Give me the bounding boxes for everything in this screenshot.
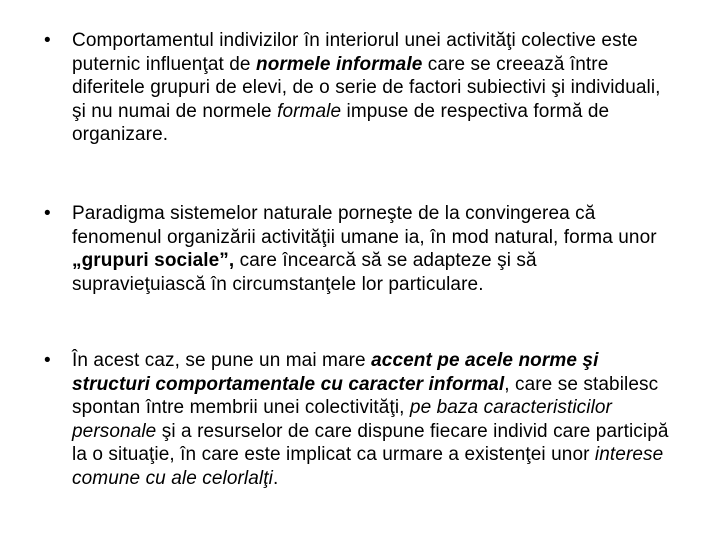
bullet-text xyxy=(72,202,672,296)
text-segment: Comportamentul indivizilor în interiorul unei activităţi colective este puternic influenţat de xyxy=(72,30,638,75)
bullet-marker: • xyxy=(44,350,51,371)
bullet-text xyxy=(72,349,672,490)
emphasis-segment: pe baza caracteristicilor personale xyxy=(72,397,612,442)
bullet-text xyxy=(72,29,672,147)
text-segment: care se creează între diferitele grupuri de elevi, de o serie de factori subiectivi şi individuali, şi nu numai de normele xyxy=(72,53,661,122)
bullet-marker: • xyxy=(44,30,51,51)
text-segment: În acest caz, se pune un mai mare xyxy=(72,350,372,371)
text-segment: impuse de respectiva formă de organizare. xyxy=(72,100,610,145)
text-segment: şi a resurselor de care dispune fiecare individ care participă la o situaţie, în care este implicat ca urmare a existenţei unor xyxy=(72,420,669,465)
emphasis-segment: accent pe acele norme şi structuri comportamentale cu caracter informal xyxy=(72,350,599,395)
emphasis-segment: interese comune cu ale celorlalţi xyxy=(72,444,664,489)
text-segment: , care se stabilesc spontan între membrii unei colectivităţi, xyxy=(72,373,659,418)
text-segment: Paradigma sistemelor naturale porneşte de la convingerea că fenomenul organizării activităţii umane ia, în mod natural, forma unor xyxy=(72,203,657,248)
emphasis-segment: „grupuri sociale”, xyxy=(72,250,235,271)
bullet-marker: • xyxy=(44,203,51,224)
text-segment: care încearcă să se adapteze şi să supravieţuiască în circumstanţele lor particulare. xyxy=(72,250,537,295)
emphasis-segment: normele informale xyxy=(255,53,423,75)
text-segment: . xyxy=(272,467,279,489)
emphasis-segment: formale xyxy=(277,100,342,122)
